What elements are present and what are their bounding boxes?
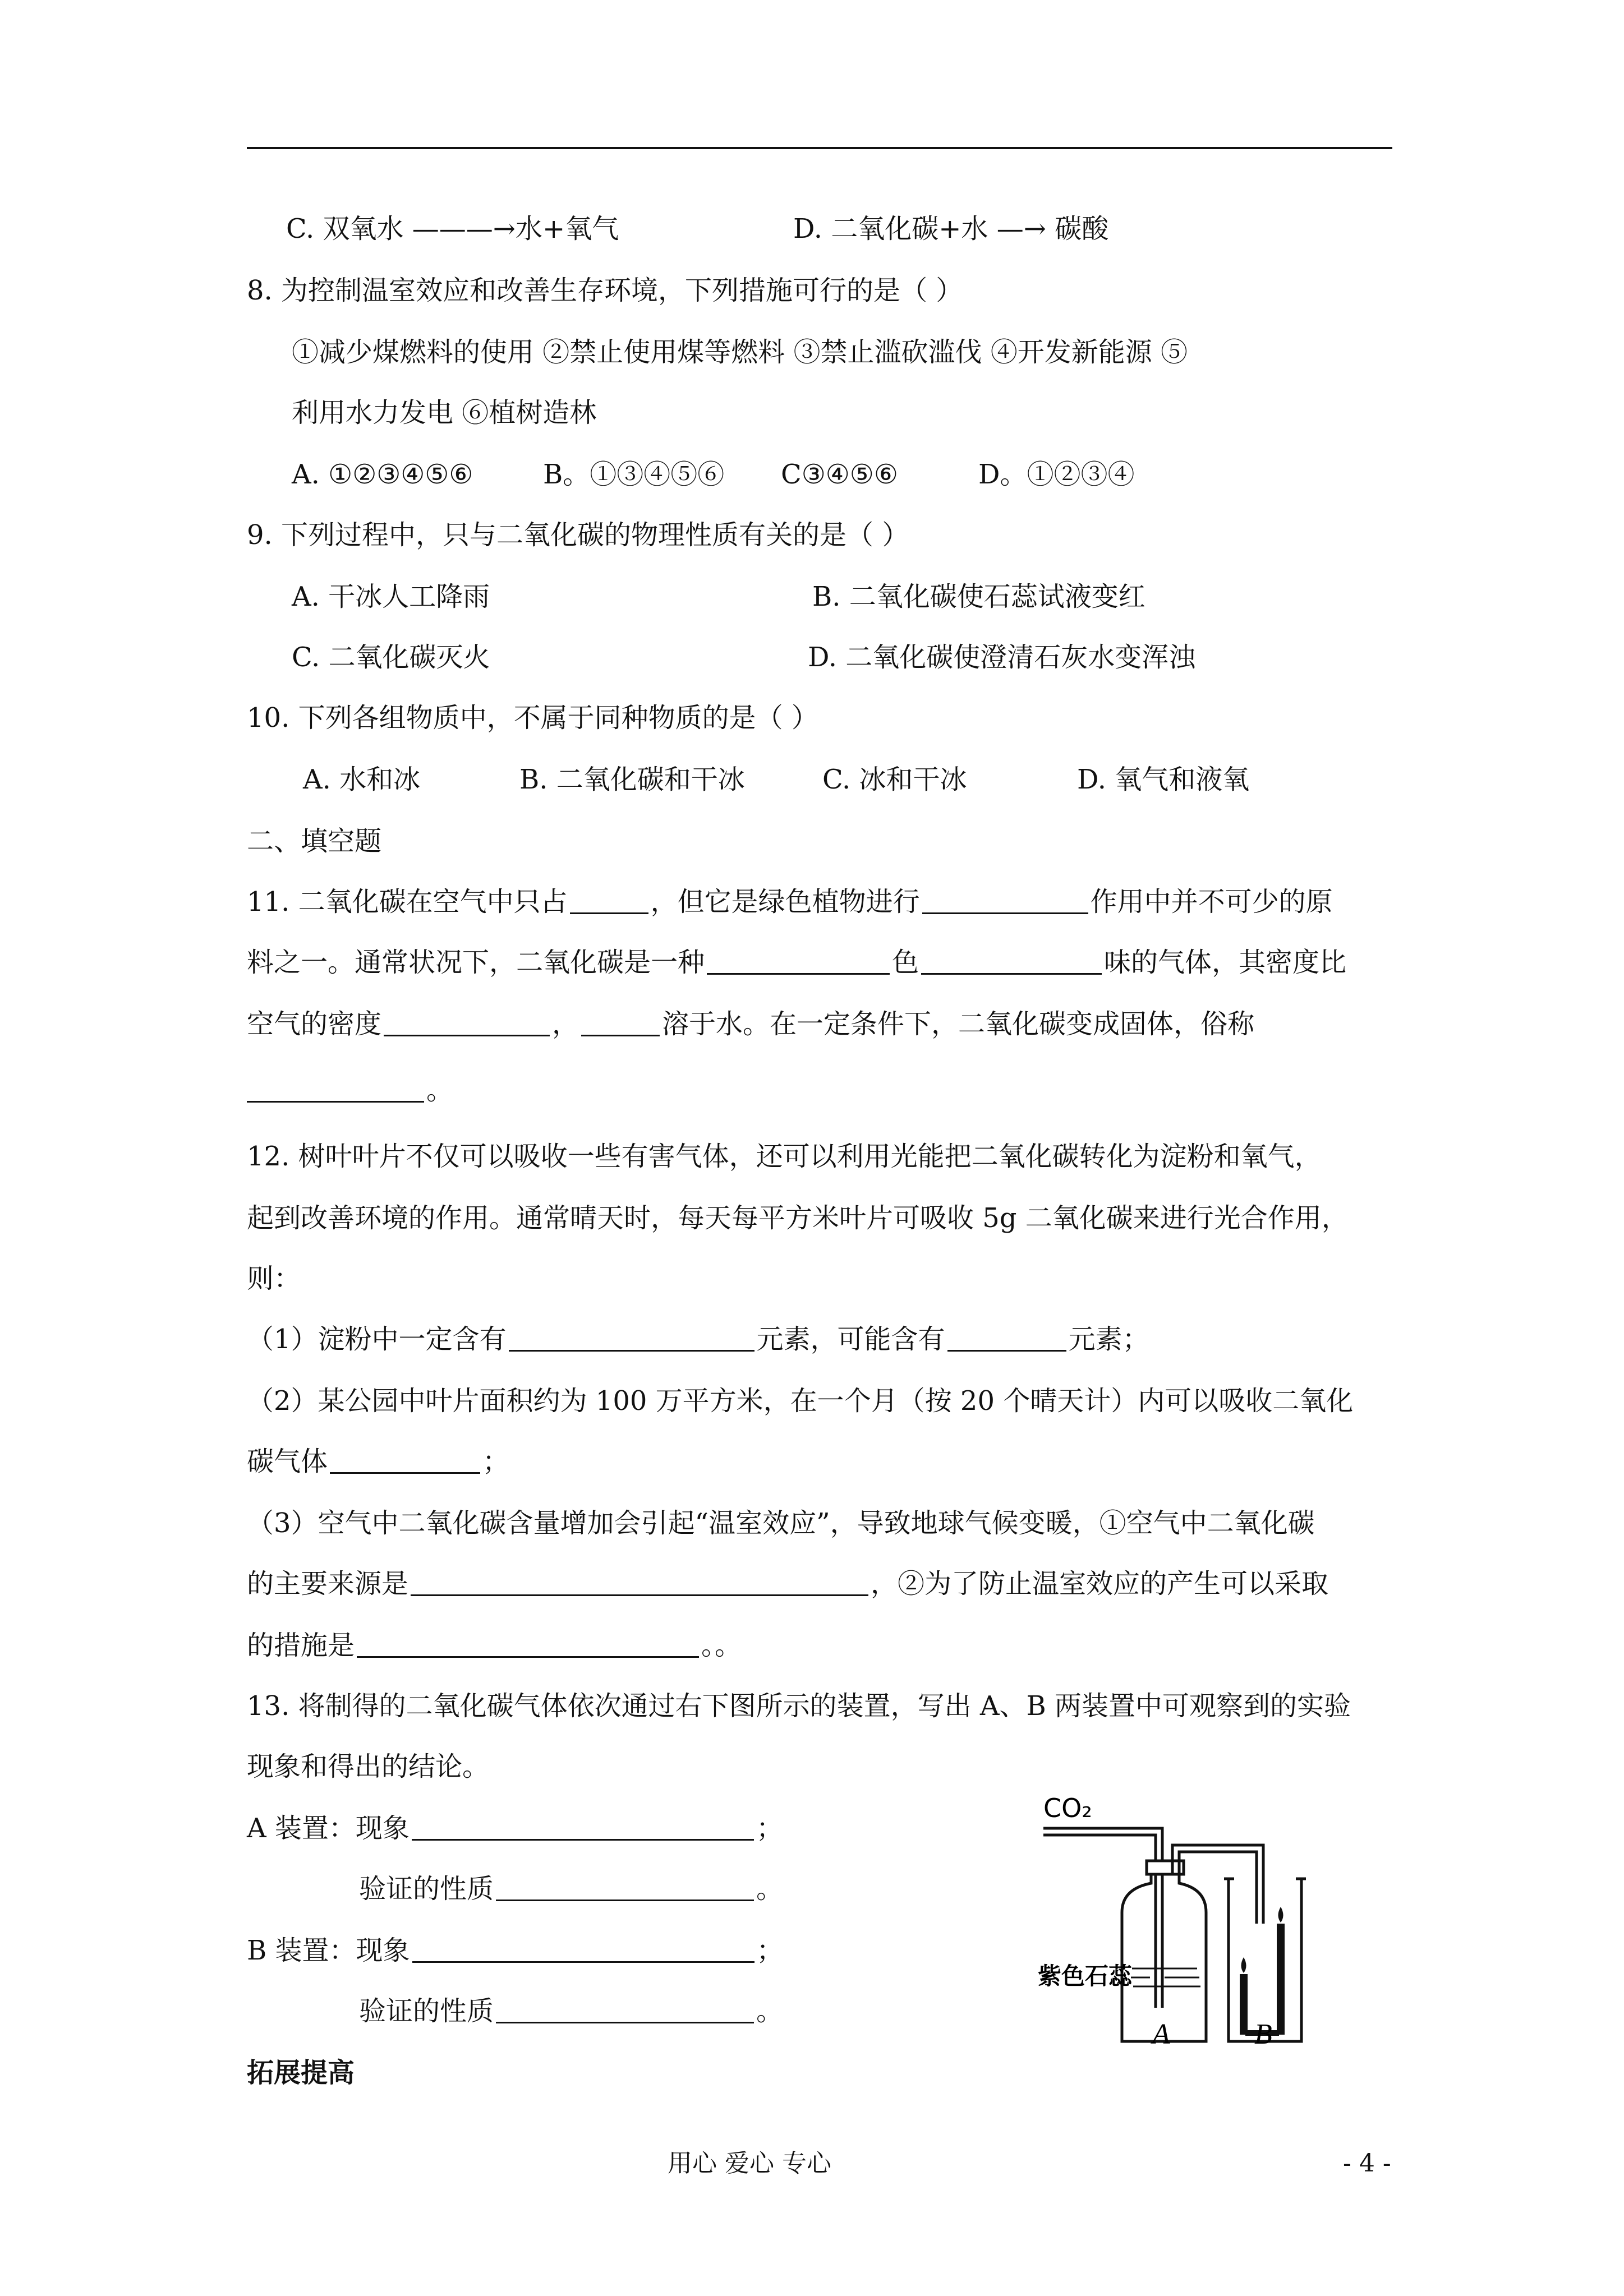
q13-blank-a-property[interactable]: [496, 1873, 754, 1901]
q11-line1: 11. 二氧化碳在空气中只占 ，但它是绿色植物进行 作用中并不可少的原: [247, 886, 1333, 918]
q8-option-c: C③④⑤⑥: [781, 459, 898, 490]
q13-line2: 现象和得出的结论。: [247, 1751, 490, 1782]
q11-blank-4[interactable]: [921, 946, 1102, 975]
footer-slogan: 用心 爱心 专心: [668, 2149, 831, 2178]
q7-option-c: C. 双氧水 ———→水+氧气: [286, 213, 619, 245]
q8-measures-line1: ①减少煤燃料的使用 ②禁止使用煤等燃料 ③禁止滥砍滥伐 ④开发新能源 ⑤: [292, 336, 1188, 368]
q11-blank-6[interactable]: [581, 1008, 660, 1036]
q13-blank-b-phenomenon[interactable]: [412, 1934, 755, 1963]
q9-option-a: A. 干冰人工降雨: [292, 581, 490, 612]
header-rule: [247, 147, 1392, 149]
q10-option-c: C. 冰和干冰: [822, 764, 967, 795]
section-extension-title: 拓展提高: [247, 2057, 355, 2088]
q7-option-d: D. 二氧化碳+水 —→ 碳酸: [793, 213, 1109, 245]
figure-label-b: B: [1254, 2018, 1272, 2047]
q12-blank-2[interactable]: [947, 1323, 1066, 1352]
page-number: - 4 -: [1343, 2149, 1391, 2178]
figure-label-a: A: [1152, 2018, 1170, 2047]
q8-measures-line2: 利用水力发电 ⑥植树造林: [292, 397, 597, 428]
q12-line2: 起到改善环境的作用。通常晴天时，每天每平方米叶片可吸收 5g 二氧化碳来进行光合作用，: [247, 1202, 1349, 1234]
q13-b-property: 验证的性质 。: [359, 1995, 784, 2027]
q12-part2-line2: 碳气体 ；: [247, 1446, 510, 1477]
q11-line2: 料之一。通常状况下，二氧化碳是一种 色 味的气体，其密度比: [247, 947, 1347, 978]
q13-blank-a-phenomenon[interactable]: [412, 1812, 754, 1841]
q13-line1: 13. 将制得的二氧化碳气体依次通过右下图所示的装置，写出 A、B 两装置中可观察到的实验: [247, 1690, 1351, 1722]
q12-line1: 12. 树叶叶片不仅可以吸收一些有害气体，还可以利用光能把二氧化碳转化为淀粉和氧气，: [247, 1141, 1322, 1172]
q10-option-d: D. 氧气和液氧: [1077, 764, 1250, 795]
figure-litmus-label: 紫色石蕊: [1038, 1962, 1133, 1990]
q11-blank-5[interactable]: [384, 1008, 550, 1036]
q12-blank-3[interactable]: [330, 1445, 480, 1474]
q9-option-c: C. 二氧化碳灭火: [292, 642, 490, 673]
co2-apparatus-diagram: [1032, 1789, 1380, 2047]
q10-option-a: A. 水和冰: [303, 764, 421, 795]
q13-blank-b-property[interactable]: [496, 1995, 754, 2023]
q11-line3: 空气的密度 ， 溶于水。在一定条件下，二氧化碳变成固体，俗称: [247, 1008, 1255, 1040]
q12-part3-line1: （3）空气中二氧化碳含量增加会引起“温室效应”，导致地球气候变暖，①空气中二氧化碳: [247, 1507, 1315, 1539]
q9-stem: 9. 下列过程中，只与二氧化碳的物理性质有关的是（ ）: [247, 519, 909, 551]
q8-option-d: D。①②③④: [978, 459, 1135, 490]
q12-line3: 则：: [247, 1263, 301, 1294]
bottle-a: [1122, 1861, 1206, 2041]
q11-blank-3[interactable]: [707, 946, 890, 975]
q11-line4: 。: [247, 1073, 453, 1107]
q8-option-b: B。①③④⑤⑥: [543, 459, 725, 490]
q12-part2-line1: （2）某公园中叶片面积约为 100 万平方米，在一个月（按 20 个晴天计）内可以吸收二氧化: [247, 1385, 1354, 1417]
q13-a-property: 验证的性质 。: [359, 1873, 784, 1905]
q13-b-phenomenon: B 装置：现象 ；: [247, 1935, 784, 1966]
q12-part3-line2: 的主要来源是 ，②为了防止温室效应的产生可以采取: [247, 1568, 1329, 1599]
figure-co2-label: CO₂: [1043, 1793, 1092, 1823]
q12-part1: （1）淀粉中一定含有 元素，可能含有 元素；: [247, 1324, 1149, 1355]
q8-stem: 8. 为控制温室效应和改善生存环境，下列措施可行的是（ ）: [247, 275, 963, 306]
candles-in-beaker: [1240, 1907, 1285, 2036]
q12-part3-line3: 的措施是 。。: [247, 1630, 742, 1661]
q13-a-phenomenon: A 装置：现象 ；: [247, 1813, 783, 1844]
q9-option-b: B. 二氧化碳使石蕊试液变红: [812, 581, 1145, 612]
beaker-b: [1224, 1879, 1306, 2041]
q9-option-d: D. 二氧化碳使澄清石灰水变浑浊: [808, 642, 1196, 673]
q8-option-a: A. ①②③④⑤⑥: [292, 459, 473, 490]
q10-stem: 10. 下列各组物质中，不属于同种物质的是（ ）: [247, 702, 818, 734]
q12-blank-1[interactable]: [509, 1323, 755, 1352]
q11-blank-2[interactable]: [922, 886, 1088, 914]
q12-blank-5[interactable]: [357, 1629, 699, 1658]
q12-blank-4[interactable]: [411, 1567, 868, 1596]
q10-option-b: B. 二氧化碳和干冰: [519, 764, 745, 795]
q11-blank-7[interactable]: [247, 1074, 424, 1103]
q11-blank-1[interactable]: [570, 886, 648, 914]
section-fill-in-title: 二、填空题: [247, 826, 382, 857]
